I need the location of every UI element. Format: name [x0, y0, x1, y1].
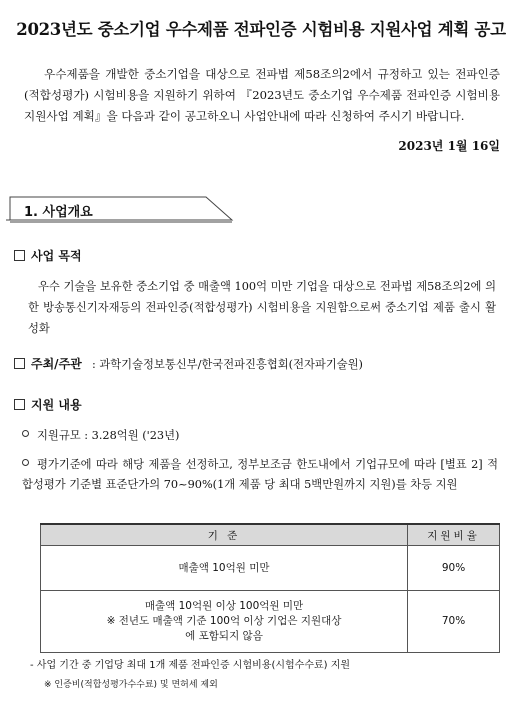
- footnote-exclusion: ※ 인증비(적합성평가수수료) 및 면허세 제외: [44, 680, 218, 690]
- table-header-criteria: 기 준: [41, 524, 408, 546]
- footnote-period: - 사업 기간 중 기업당 최대 1개 제품 전파인증 시험비용(시험수수료) 지원: [30, 660, 351, 671]
- checkbox-square-icon: [14, 250, 25, 261]
- table-row: [41, 591, 500, 653]
- support-rate-table: [40, 523, 500, 653]
- table-cell-rate: 70%: [408, 591, 500, 653]
- purpose-heading: [14, 247, 82, 264]
- support-scale-text: 지원규모 : 3.28억원 ('23년): [37, 429, 180, 442]
- table-cell-criteria: [41, 546, 408, 591]
- support-heading: [14, 396, 82, 413]
- announcement-date: 2023년 1월 16일: [398, 139, 500, 153]
- criteria-text: 매출액 10억원 이상 100억원 미만: [144, 600, 304, 612]
- support-heading-label: 지원 내용: [31, 398, 82, 412]
- intro-paragraph: 우수제품을 개발한 중소기업을 대상으로 전파법 제58조의2에서 규정하고 있는 전파인증(적합성평가) 시험비용을 지원하기 위하여 『2023년도 중소기업 우수제품 전파인증 시험비용 지원사업 계획』을 다음과 같이 공고하오니 사업안내에 따라 신청하여 주시기 바랍니다.: [24, 67, 500, 123]
- host-text: : 과학기술정보통신부/한국전파진흥협회(전자파기술원): [91, 358, 363, 371]
- checkbox-square-icon: [14, 399, 25, 410]
- purpose-heading-label: 사업 목적: [31, 249, 82, 263]
- circle-bullet-icon: [22, 430, 29, 437]
- table-row: [41, 546, 500, 591]
- checkbox-square-icon: [14, 358, 25, 369]
- circle-bullet-icon: [22, 459, 29, 466]
- section-title: 1. 사업개요: [24, 205, 93, 220]
- criteria-text: 매출액 10억원 미만: [178, 561, 270, 574]
- host-heading: [14, 355, 363, 372]
- support-criteria-text: 평가기준에 따라 해당 제품을 선정하고, 정부보조금 한도내에서 기업규모에 따라 [별표 2] 적합성평가 기준별 표준단가의 70~90%(1개 제품 당 최대 5백만원까지 지원)를 차등 지원: [22, 458, 498, 491]
- support-criteria-item: [22, 455, 498, 495]
- table-header-row: [41, 524, 500, 546]
- support-scale-item: [22, 426, 498, 446]
- document-title: 2023년도 중소기업 우수제품 전파인증 시험비용 지원사업 계획 공고: [16, 20, 506, 39]
- criteria-note: ※ 전년도 매출액 기준 100억 이상 기업은 지원대상에 포함되지 않음: [106, 615, 342, 642]
- table-header-rate: 지원비율: [408, 524, 500, 546]
- purpose-text: 우수 기술을 보유한 중소기업 중 매출액 100억 미만 기업을 대상으로 전파법 제58조의2에 의한 방송통신기자재등의 전파인증(적합성평가) 시험비용을 지원함으로써 중소기업 제품 출시 활성화: [28, 280, 496, 335]
- section-header: [6, 196, 232, 224]
- host-heading-label: 주최/주관: [31, 357, 82, 371]
- table-cell-rate: 90%: [408, 546, 500, 591]
- table-cell-criteria: [41, 591, 408, 653]
